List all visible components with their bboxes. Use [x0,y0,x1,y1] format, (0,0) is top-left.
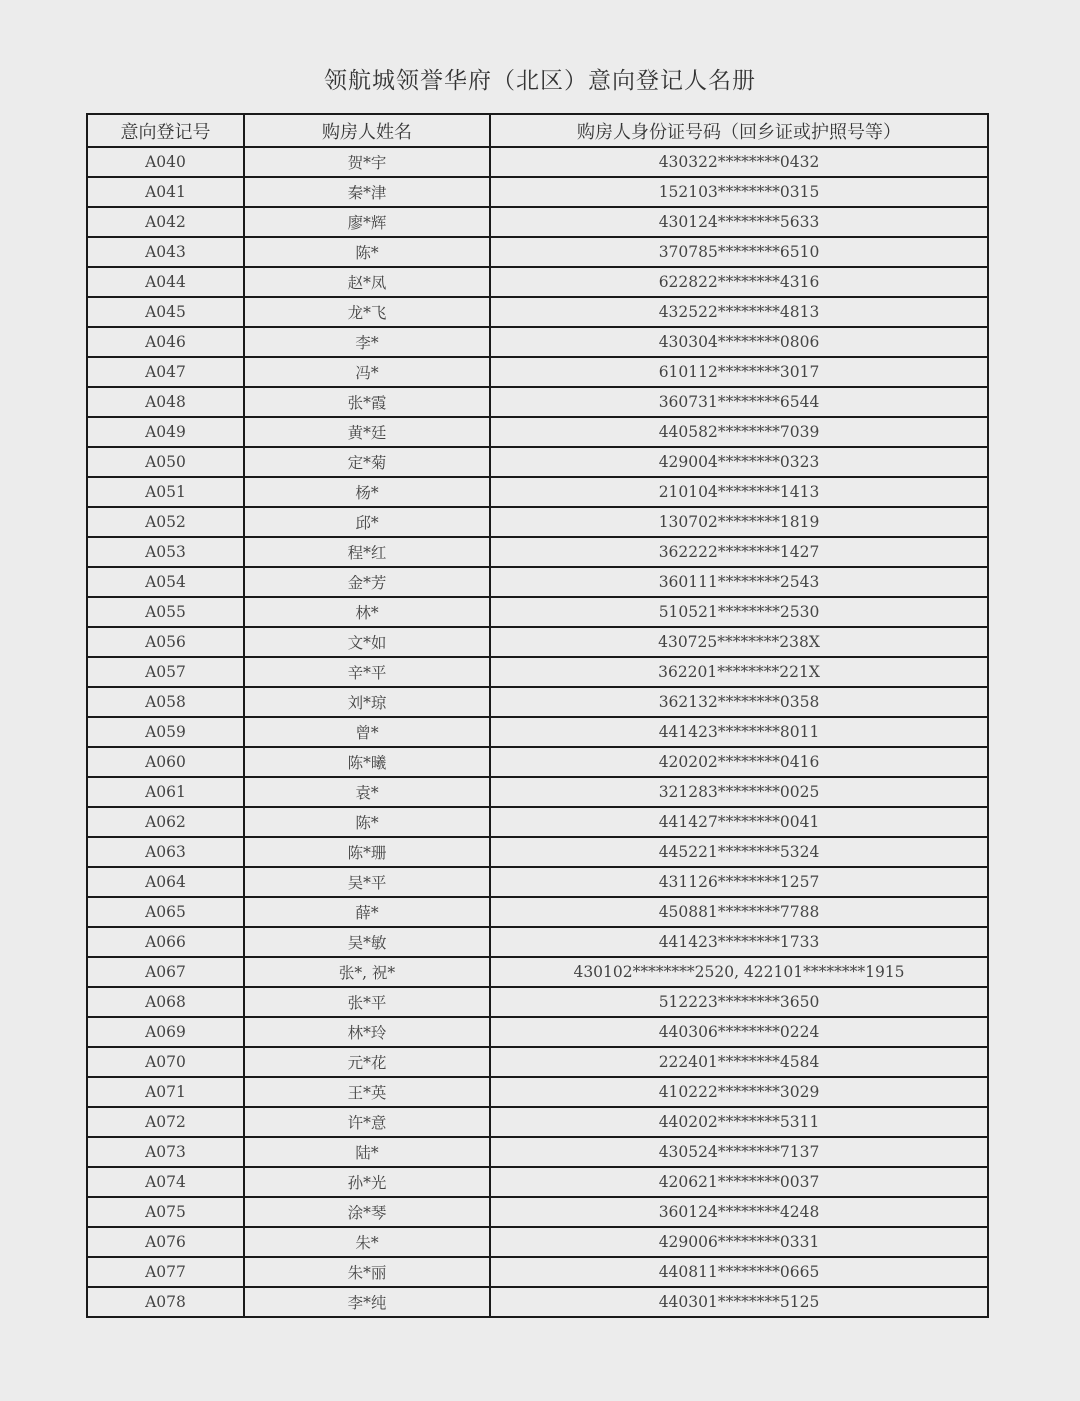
table-row [87,267,988,297]
table-row [87,1287,988,1317]
cell-buyer-name: 辛*平 [244,657,490,687]
table-row [87,1257,988,1287]
table-row [87,807,988,837]
cell-buyer-name: 朱*丽 [244,1257,490,1287]
cell-reg-no: A059 [87,717,244,747]
cell-id-number: 362201********221X [490,657,988,687]
cell-reg-no: A064 [87,867,244,897]
header-buyer-name: 购房人姓名 [244,114,490,147]
table-row [87,147,988,177]
cell-reg-no: A043 [87,237,244,267]
cell-reg-no: A058 [87,687,244,717]
cell-reg-no: A078 [87,1287,244,1317]
cell-buyer-name: 李*纯 [244,1287,490,1317]
cell-reg-no: A066 [87,927,244,957]
table-row [87,1077,988,1107]
table-row [87,1197,988,1227]
table-row [87,1107,988,1137]
cell-buyer-name: 陈*曦 [244,747,490,777]
cell-reg-no: A072 [87,1107,244,1137]
table-row [87,867,988,897]
cell-id-number: 420202********0416 [490,747,988,777]
cell-id-number: 429006********0331 [490,1227,988,1257]
cell-reg-no: A071 [87,1077,244,1107]
cell-id-number: 440306********0224 [490,1017,988,1047]
table-row [87,507,988,537]
table-row [87,777,988,807]
cell-buyer-name: 冯* [244,357,490,387]
cell-id-number: 440811********0665 [490,1257,988,1287]
cell-buyer-name: 许*意 [244,1107,490,1137]
cell-reg-no: A067 [87,957,244,987]
table-row [87,1227,988,1257]
cell-buyer-name: 涂*琴 [244,1197,490,1227]
cell-id-number: 429004********0323 [490,447,988,477]
header-id-number: 购房人身份证号码（回乡证或护照号等） [490,114,988,147]
table-row [87,627,988,657]
cell-buyer-name: 张*, 祝* [244,957,490,987]
cell-reg-no: A068 [87,987,244,1017]
cell-buyer-name: 刘*琼 [244,687,490,717]
cell-id-number: 420621********0037 [490,1167,988,1197]
cell-buyer-name: 赵*凤 [244,267,490,297]
table-row [87,717,988,747]
table-body [87,147,988,1317]
table-row [87,357,988,387]
table-row [87,1047,988,1077]
cell-reg-no: A065 [87,897,244,927]
cell-buyer-name: 王*英 [244,1077,490,1107]
cell-reg-no: A047 [87,357,244,387]
cell-id-number: 130702********1819 [490,507,988,537]
cell-buyer-name: 文*如 [244,627,490,657]
cell-id-number: 222401********4584 [490,1047,988,1077]
table-row [87,567,988,597]
cell-reg-no: A055 [87,597,244,627]
cell-reg-no: A075 [87,1197,244,1227]
cell-id-number: 430322********0432 [490,147,988,177]
cell-reg-no: A045 [87,297,244,327]
cell-id-number: 360111********2543 [490,567,988,597]
cell-buyer-name: 黄*廷 [244,417,490,447]
cell-buyer-name: 杨* [244,477,490,507]
table-row [87,1017,988,1047]
table-header-row [87,114,988,147]
cell-reg-no: A056 [87,627,244,657]
cell-buyer-name: 吴*敏 [244,927,490,957]
cell-buyer-name: 薛* [244,897,490,927]
cell-reg-no: A054 [87,567,244,597]
table-row [87,387,988,417]
table-row [87,747,988,777]
table-row [87,177,988,207]
cell-reg-no: A051 [87,477,244,507]
cell-buyer-name: 陈* [244,237,490,267]
cell-buyer-name: 秦*津 [244,177,490,207]
cell-id-number: 430524********7137 [490,1137,988,1167]
cell-id-number: 410222********3029 [490,1077,988,1107]
cell-id-number: 441423********1733 [490,927,988,957]
cell-id-number: 510521********2530 [490,597,988,627]
table-row [87,447,988,477]
table-row [87,897,988,927]
cell-reg-no: A049 [87,417,244,447]
cell-buyer-name: 邱* [244,507,490,537]
table-row [87,687,988,717]
cell-id-number: 370785********6510 [490,237,988,267]
table-row [87,237,988,267]
cell-id-number: 321283********0025 [490,777,988,807]
cell-reg-no: A040 [87,147,244,177]
cell-id-number: 441423********8011 [490,717,988,747]
cell-buyer-name: 定*菊 [244,447,490,477]
cell-id-number: 432522********4813 [490,297,988,327]
table-row [87,417,988,447]
cell-buyer-name: 元*花 [244,1047,490,1077]
cell-reg-no: A050 [87,447,244,477]
cell-buyer-name: 陆* [244,1137,490,1167]
page-title: 领航城领誉华府（北区）意向登记人名册 [324,68,756,94]
cell-reg-no: A070 [87,1047,244,1077]
cell-id-number: 622822********4316 [490,267,988,297]
cell-buyer-name: 金*芳 [244,567,490,597]
cell-reg-no: A074 [87,1167,244,1197]
table-row [87,207,988,237]
cell-id-number: 445221********5324 [490,837,988,867]
cell-reg-no: A044 [87,267,244,297]
cell-reg-no: A063 [87,837,244,867]
table-row [87,987,988,1017]
cell-reg-no: A052 [87,507,244,537]
cell-reg-no: A069 [87,1017,244,1047]
cell-reg-no: A046 [87,327,244,357]
table-row [87,537,988,567]
table-row [87,927,988,957]
cell-reg-no: A060 [87,747,244,777]
table-row [87,957,988,987]
cell-id-number: 450881********7788 [490,897,988,927]
cell-id-number: 360124********4248 [490,1197,988,1227]
cell-buyer-name: 吴*平 [244,867,490,897]
cell-id-number: 430124********5633 [490,207,988,237]
cell-buyer-name: 张*平 [244,987,490,1017]
table-row [87,1137,988,1167]
cell-buyer-name: 曾* [244,717,490,747]
cell-buyer-name: 孙*光 [244,1167,490,1197]
cell-reg-no: A061 [87,777,244,807]
cell-id-number: 440582********7039 [490,417,988,447]
cell-id-number: 362222********1427 [490,537,988,567]
cell-id-number: 430304********0806 [490,327,988,357]
cell-id-number: 441427********0041 [490,807,988,837]
cell-reg-no: A076 [87,1227,244,1257]
cell-buyer-name: 陈* [244,807,490,837]
cell-id-number: 152103********0315 [490,177,988,207]
cell-buyer-name: 贺*宇 [244,147,490,177]
header-reg-no: 意向登记号 [87,114,244,147]
cell-id-number: 430102********2520, 422101********1915 [490,957,988,987]
cell-reg-no: A042 [87,207,244,237]
register-table [86,113,989,1318]
cell-buyer-name: 程*红 [244,537,490,567]
cell-buyer-name: 袁* [244,777,490,807]
cell-id-number: 360731********6544 [490,387,988,417]
cell-buyer-name: 廖*辉 [244,207,490,237]
cell-reg-no: A057 [87,657,244,687]
table-row [87,1167,988,1197]
cell-id-number: 440202********5311 [490,1107,988,1137]
cell-id-number: 430725********238X [490,627,988,657]
cell-id-number: 431126********1257 [490,867,988,897]
cell-buyer-name: 张*霞 [244,387,490,417]
cell-buyer-name: 林* [244,597,490,627]
cell-id-number: 610112********3017 [490,357,988,387]
table-row [87,837,988,867]
cell-reg-no: A048 [87,387,244,417]
cell-buyer-name: 朱* [244,1227,490,1257]
table-row [87,597,988,627]
table-row [87,297,988,327]
cell-buyer-name: 林*玲 [244,1017,490,1047]
cell-reg-no: A077 [87,1257,244,1287]
cell-reg-no: A062 [87,807,244,837]
cell-id-number: 512223********3650 [490,987,988,1017]
table-row [87,657,988,687]
table-row [87,327,988,357]
cell-reg-no: A041 [87,177,244,207]
cell-buyer-name: 陈*珊 [244,837,490,867]
cell-id-number: 210104********1413 [490,477,988,507]
cell-reg-no: A053 [87,537,244,567]
cell-buyer-name: 龙*飞 [244,297,490,327]
cell-id-number: 362132********0358 [490,687,988,717]
cell-buyer-name: 李* [244,327,490,357]
cell-id-number: 440301********5125 [490,1287,988,1317]
table-row [87,477,988,507]
cell-reg-no: A073 [87,1137,244,1167]
